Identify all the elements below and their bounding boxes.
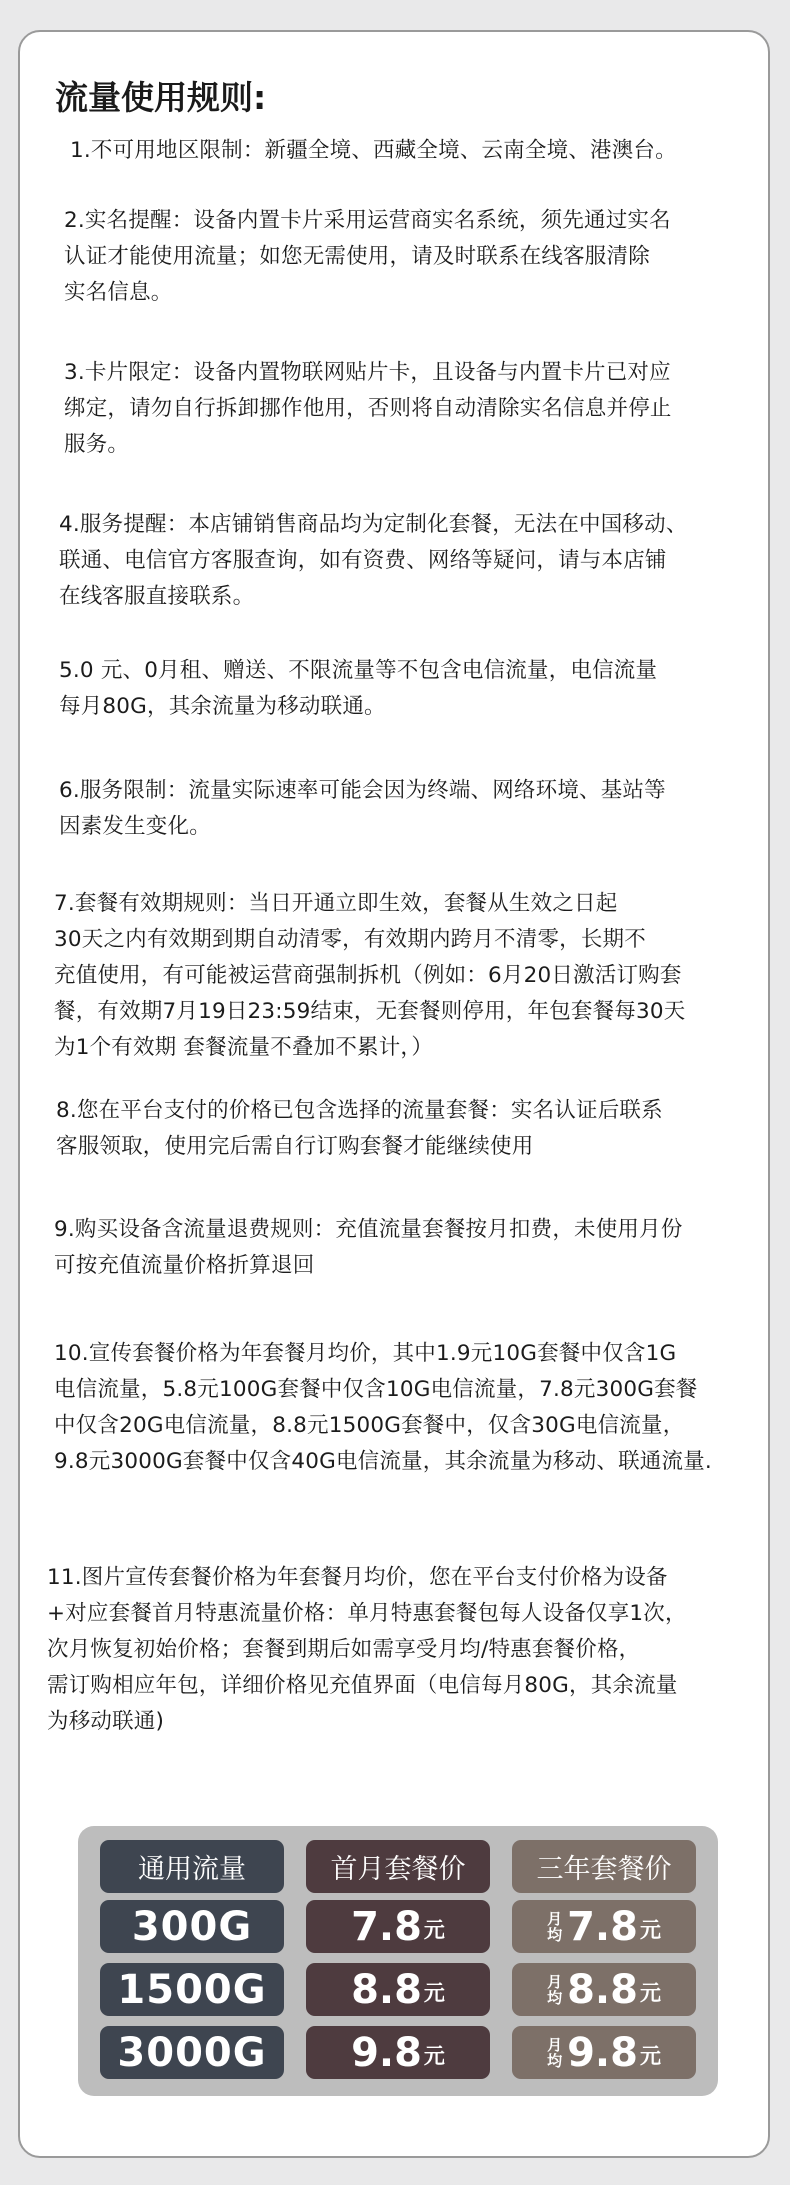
price-value: 9.8: [351, 2029, 422, 2076]
rule-line: 30天之内有效期到期自动清零，有效期内跨月不清零，长期不: [54, 927, 646, 952]
header-first-month: 首月套餐价: [306, 1840, 490, 1893]
price-unit: 元: [423, 1981, 445, 2005]
monthly-average-char: 月: [547, 2035, 563, 2054]
price-value: 8.8: [567, 1966, 638, 2013]
rule-line: 电信流量，5.8元100G套餐中仅含10G电信流量，7.8元300G套餐: [54, 1377, 698, 1402]
page-title: 流量使用规则:: [55, 78, 267, 117]
price-unit: 元: [423, 2044, 445, 2068]
price-value: 8.8: [351, 1966, 422, 2013]
rule-item: [59, 653, 657, 725]
plan-size: 3000G: [100, 2026, 284, 2079]
rule-line: 为1个有效期 套餐流量不叠加不累计，）: [54, 1035, 434, 1060]
rule-line: 8.您在平台支付的价格已包含选择的流量套餐：实名认证后联系: [56, 1098, 663, 1123]
rule-item: [59, 507, 688, 615]
rule-item: [59, 773, 666, 845]
rule-line: 9.8元3000G套餐中仅含40G电信流量，其余流量为移动、联通流量.: [54, 1449, 712, 1474]
monthly-average-label: [547, 1974, 562, 2006]
rule-line: 因素发生变化。: [59, 814, 211, 839]
price-unit: 元: [423, 1918, 445, 1942]
rule-line: 可按充值流量价格折算退回: [54, 1253, 315, 1278]
three-year-price: [512, 2026, 696, 2079]
monthly-average-char: 均: [547, 1988, 563, 2007]
rule-line: 6.服务限制：流量实际速率可能会因为终端、网络环境、基站等: [59, 778, 666, 803]
rule-line: 服务。: [64, 432, 130, 457]
rule-line: 客服领取，使用完后需自行订购套餐才能继续使用: [56, 1134, 534, 1159]
three-year-price: [512, 1900, 696, 1953]
rule-line: 10.宣传套餐价格为年套餐月均价，其中1.9元10G套餐中仅含1G: [54, 1341, 677, 1366]
rule-item: [47, 1560, 687, 1740]
rule-line: 餐，有效期7月19日23:59结束，无套餐则停用，年包套餐每30天: [54, 999, 686, 1024]
header-three-year: 三年套餐价: [512, 1840, 696, 1893]
rule-line: 2.实名提醒：设备内置卡片采用运营商实名系统，须先通过实名: [64, 208, 671, 233]
rule-line: 9.购买设备含流量退费规则：充值流量套餐按月扣费，未使用月份: [54, 1217, 683, 1242]
monthly-average-label: [547, 1911, 562, 1943]
rule-line: 1.不可用地区限制：新疆全境、西藏全境、云南全境、港澳台。: [70, 138, 677, 163]
monthly-average-char: 均: [547, 2051, 563, 2070]
price-value: 9.8: [567, 2029, 638, 2076]
rule-line: 次月恢复初始价格；套餐到期后如需享受月均/特惠套餐价格，: [47, 1637, 641, 1662]
plan-size: 300G: [100, 1900, 284, 1953]
rule-item: [64, 355, 672, 463]
monthly-average-char: 月: [547, 1909, 563, 1928]
rule-line: 在线客服直接联系。: [59, 584, 255, 609]
rule-line: 每月80G，其余流量为移动联通。: [59, 694, 386, 719]
rule-line: 7.套餐有效期规则：当日开通立即生效，套餐从生效之日起: [54, 891, 618, 916]
rule-item: [64, 203, 671, 311]
plan-size: 1500G: [100, 1963, 284, 2016]
rule-line: 实名信息。: [64, 280, 173, 305]
header-plan: 通用流量: [100, 1840, 284, 1893]
rule-line: 认证才能使用流量；如您无需使用，请及时联系在线客服清除: [64, 244, 650, 269]
three-year-price: [512, 1963, 696, 2016]
monthly-average-label: [547, 2037, 562, 2069]
rule-line: +对应套餐首月特惠流量价格：单月特惠套餐包每人设备仅享1次，: [47, 1601, 687, 1626]
monthly-average-char: 均: [547, 1925, 563, 1944]
rule-line: 绑定，请勿自行拆卸挪作他用，否则将自动清除实名信息并停止: [64, 396, 672, 421]
rule-item: [70, 133, 677, 169]
rule-line: 中仅含20G电信流量，8.8元1500G套餐中，仅含30G电信流量，: [54, 1413, 685, 1438]
monthly-average-char: 月: [547, 1972, 563, 1991]
rule-line: 为移动联通): [47, 1709, 165, 1734]
rule-item: [54, 1212, 683, 1284]
rule-item: [56, 1093, 663, 1165]
rule-item: [54, 886, 685, 1066]
rule-line: 联通、电信官方客服查询，如有资费、网络等疑问，请与本店铺: [59, 548, 667, 573]
price-unit: 元: [639, 1918, 661, 1942]
first-month-price: [306, 2026, 490, 2079]
first-month-price: [306, 1900, 490, 1953]
price-value: 7.8: [351, 1903, 422, 1950]
rule-line: 4.服务提醒：本店铺销售商品均为定制化套餐，无法在中国移动、: [59, 512, 688, 537]
price-unit: 元: [639, 1981, 661, 2005]
rule-line: 充值使用，有可能被运营商强制拆机（例如：6月20日激活订购套: [54, 963, 682, 988]
first-month-price: [306, 1963, 490, 2016]
rule-line: 5.0 元、0月租、赠送、不限流量等不包含电信流量，电信流量: [59, 658, 658, 683]
rule-line: 11.图片宣传套餐价格为年套餐月均价，您在平台支付价格为设备: [47, 1565, 668, 1590]
rule-item: [54, 1336, 712, 1480]
rule-line: 需订购相应年包，详细价格见充值界面（电信每月80G，其余流量: [47, 1673, 678, 1698]
rule-line: 3.卡片限定：设备内置物联网贴片卡，且设备与内置卡片已对应: [64, 360, 671, 385]
price-value: 7.8: [567, 1903, 638, 1950]
price-unit: 元: [639, 2044, 661, 2068]
